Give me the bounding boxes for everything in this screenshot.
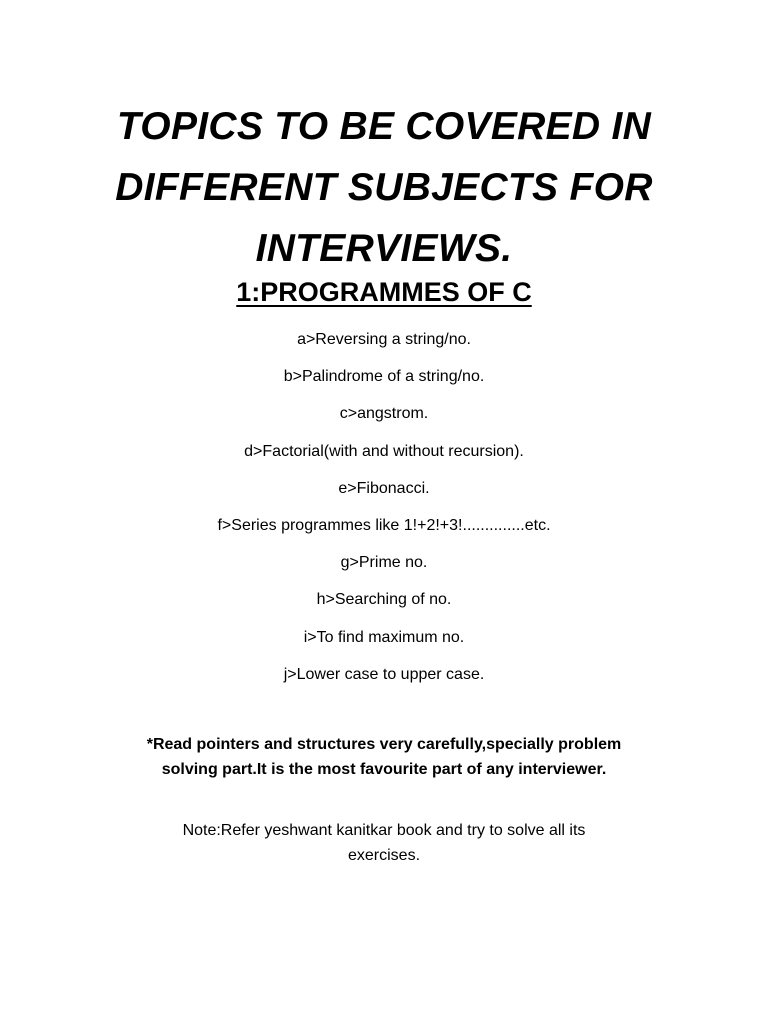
reference-note: Note:Refer yeshwant kanitkar book and try to solve all its exercises. bbox=[182, 822, 586, 864]
bold-note: *Read pointers and structures very carefully,specially problem solving part.It is the most favourite part of any interviewer. bbox=[146, 736, 622, 778]
list-item: c>angstrom. bbox=[339, 405, 429, 423]
title-line-2: DIFFERENT SUBJECTS FOR bbox=[115, 166, 653, 209]
title-line-1: TOPICS TO BE COVERED IN bbox=[116, 105, 652, 148]
list-item: a>Reversing a string/no. bbox=[297, 331, 471, 348]
list-item: i>To find maximum no. bbox=[303, 628, 465, 646]
section-heading: 1:PROGRAMMES OF C bbox=[236, 277, 532, 307]
title-line-3: INTERVIEWS. bbox=[255, 227, 513, 270]
list-item: d>Factorial(with and without recursion). bbox=[244, 442, 524, 460]
topic-list bbox=[84, 321, 684, 693]
document-title bbox=[84, 96, 684, 279]
list-item: g>Prime no. bbox=[340, 554, 428, 572]
list-item: e>Fibonacci. bbox=[338, 479, 430, 497]
list-item: h>Searching of no. bbox=[316, 591, 452, 609]
list-item: j>Lower case to upper case. bbox=[283, 665, 485, 683]
list-item: b>Palindrome of a string/no. bbox=[283, 368, 485, 386]
list-item: f>Series programmes like 1!+2!+3!..............etc. bbox=[217, 516, 551, 534]
